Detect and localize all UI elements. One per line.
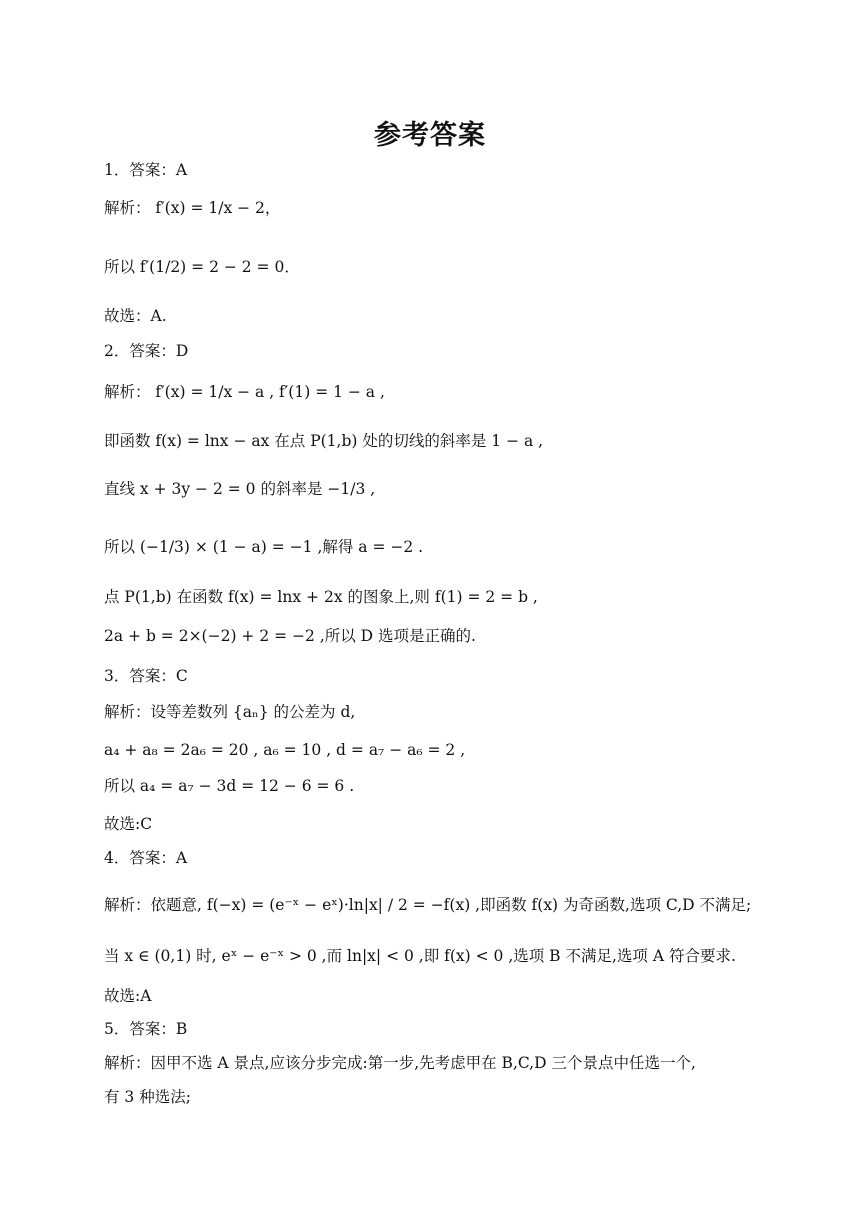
answer-2-slope: 即函数 f(x) = lnx − ax 在点 P(1,b) 处的切线的斜率是 1 − a , [104, 432, 544, 450]
answer-4-choice: 故选:A [104, 987, 152, 1005]
answer-2-heading: 2．答案：D [104, 342, 189, 360]
answer-2-derivative: 解析： f′(x) = 1/x − a , f′(1) = 1 − a , [104, 383, 385, 401]
page-title: 参考答案 [374, 120, 486, 151]
answer-2-conclusion: 2a + b = 2×(−2) + 2 = −2 ,所以 D 选项是正确的. [104, 627, 476, 645]
answer-2-solve: 所以 (−1/3) × (1 − a) = −1 ,解得 a = −2 . [104, 538, 424, 556]
answer-5-step-count: 有 3 种选法; [104, 1088, 191, 1106]
answer-5-analysis: 解析：因甲不选 A 景点,应该分步完成:第一步,先考虑甲在 B,C,D 三个景点中任选一个, [104, 1054, 696, 1072]
answer-1-evaluation: 所以 f′(1/2) = 2 − 2 = 0． [104, 258, 300, 276]
answer-4-odd-function: 解析：依题意, f(−x) = (e⁻ˣ − eˣ)·ln|x| / 2 = −f(x) ,即函数 f(x) 为奇函数,选项 C,D 不满足; [104, 896, 752, 914]
answer-1-heading: 1．答案：A [104, 161, 188, 179]
answer-5-heading: 5．答案：B [104, 1020, 188, 1038]
answer-1-choice: 故选：A. [104, 307, 167, 325]
answer-3-result: 所以 a₄ = a₇ − 3d = 12 − 6 = 6 . [104, 777, 355, 795]
answer-3-setup: 解析：设等差数列 {aₙ} 的公差为 d, [104, 703, 356, 721]
answer-4-heading: 4．答案：A [104, 849, 188, 867]
answer-2-line-slope: 直线 x + 3y − 2 = 0 的斜率是 −1/3 , [104, 480, 376, 498]
answer-4-interval: 当 x ∈ (0,1) 时, eˣ − e⁻ˣ > 0 ,而 ln|x| < 0 ,即 f(x) < 0 ,选项 B 不满足,选项 A 符合要求. [104, 947, 736, 965]
answer-3-choice: 故选:C [104, 815, 153, 833]
answer-3-heading: 3．答案：C [104, 667, 188, 685]
answer-1-derivative: 解析： f′(x) = 1/x − 2， [104, 199, 281, 217]
answer-3-equations: a₄ + a₈ = 2a₆ = 20 , a₆ = 10 , d = a₇ − a₆ = 2 , [104, 741, 466, 759]
answer-2-point: 点 P(1,b) 在函数 f(x) = lnx + 2x 的图象上,则 f(1) = 2 = b , [104, 588, 538, 606]
